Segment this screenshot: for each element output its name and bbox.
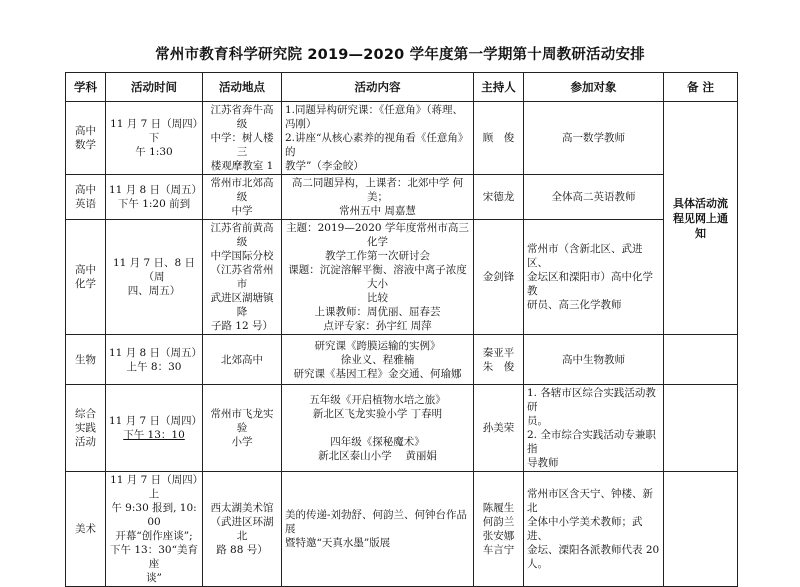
time-date: 11 月 7 日（周四） [109,415,203,427]
cell-line: 程见网上通 [673,211,728,225]
page-title: 常州市教育科学研究院 2019—2020 学年度第一学期第十周教研活动安排 [155,47,645,63]
cell-participants [524,220,664,335]
header-remarks: 备 注 [664,73,738,102]
table-row [66,472,738,587]
cell-line: 全体中小学美术教师；武进、 [527,516,643,542]
cell-content [282,472,474,587]
cell-line: 化学 [75,278,96,290]
cell-line: 宋德龙 [482,191,515,203]
cell-line: 车言宁 [482,544,515,556]
cell-place [203,102,282,175]
cell-subject [66,472,106,587]
cell-line: 下午 1:20 前到 [117,198,191,210]
cell-line: 江苏省前黄高级 [210,222,274,248]
cell-line: 楼观摩教室 1 [210,160,274,172]
cell-line: 孙美荣 [482,422,515,434]
cell-line: 11 月 7 日（周四）下 [110,118,198,144]
cell-line: 西太湖美术馆 [210,502,274,514]
cell-line: 常州市飞龙实验 [210,408,274,434]
cell-content [282,175,474,220]
cell-subject [66,220,106,335]
cell-remarks-empty [664,472,738,587]
cell-subject [66,102,106,175]
cell-line: 英语 [75,198,96,210]
cell-place [203,335,282,385]
cell-participants [524,385,664,472]
cell-line: 高中 [75,125,96,137]
cell-remarks-empty [664,385,738,472]
cell-line: 路 88 号） [216,544,268,556]
cell-line: 张安娜 [482,530,515,542]
cell-participants [524,472,664,587]
cell-line: 谈” [146,572,162,584]
cell-line: 生物 [75,353,96,366]
cell-subject [66,175,106,220]
cell-line: （江苏省常州市 [210,264,274,290]
cell-line: 研究课《跨膜运输的实例》 [314,339,441,352]
cell-place [203,385,282,472]
table-row [66,335,738,385]
cell-line: 顾 俊 [482,132,515,144]
schedule-table [65,72,738,587]
cell-line: 武进区湖塘镇降 [210,292,274,318]
header-participants: 参加对象 [524,73,664,102]
cell-content [282,385,474,472]
cell-time [106,102,203,175]
cell-line: 徐业义、程雅楠 [340,353,415,366]
cell-line: 研员、高三化学教师 [527,299,622,311]
cell-participants [524,175,664,220]
cell-time [106,335,203,385]
cell-line: 午 1:30 [135,146,173,158]
cell-line: 2. 全市综合实践活动专兼职指 [527,429,656,455]
time-hour: 下午 13：10 [123,429,185,441]
cell-line: 全体高二英语教师 [551,191,636,203]
cell-line: 上课教师：周优丽、屈春芸 [314,306,441,318]
cell-host [474,385,524,472]
cell-remarks-empty [664,335,738,385]
cell-line: 常州市（含新北区、武进区、 [527,243,643,269]
cell-line: 员。 [527,415,548,427]
cell-line: 江苏省奔牛高级 [210,104,274,130]
cell-line: 主题：2019—2020 学年度常州市高三化学 [286,222,469,248]
cell-time [106,175,203,220]
cell-line: 朱 俊 [482,360,515,373]
cell-line: 课题：沉淀溶解平衡、溶液中离子浓度大小 [288,264,467,290]
cell-line: 下午 13：30“美育座 [110,544,198,570]
header-host: 主持人 [474,73,524,102]
cell-line: 高一数学教师 [562,132,625,144]
cell-line: 常州市区含天宁、钟楼、新北 [527,488,653,514]
cell-line: 秦亚平 [482,346,515,359]
cell-line: 11 月 8 日（周五） [109,346,203,359]
cell-line: 新北区飞龙实验小学 丁春明 [312,408,443,420]
cell-line: 高中 [75,184,96,196]
cell-line: 常州市北郊高级 [210,177,274,203]
cell-line: 美术 [75,523,96,535]
cell-line: 子路 12 号） [210,320,274,332]
header-content: 活动内容 [282,73,474,102]
cell-line: 2.讲座“从核心素养的视角看《任意角》的 [285,132,469,158]
cell-host [474,102,524,175]
cell-line: 实践 [75,422,96,434]
cell-place [203,175,282,220]
cell-host [474,472,524,587]
cell-line: 陈履生 [482,502,515,514]
cell-line: 11 月 7 日（周四）上 [110,474,198,500]
cell-place [203,472,282,587]
cell-line: 高中 [75,264,96,276]
cell-time [106,472,203,587]
cell-host [474,220,524,335]
cell-content [282,102,474,175]
cell-line: 点评专家：孙宇红 周萍 [323,320,432,332]
cell-time [106,385,203,472]
cell-line: 何韵兰 [482,516,515,528]
cell-line: 1. 各辖市区综合实践活动教研 [527,387,656,413]
cell-line: 午 9:30 报到, 10:00 [111,502,197,528]
cell-line: 常州五中 周嘉慧 [339,205,416,217]
cell-line: 五年级《开启植物水培之旅》 [309,394,446,406]
cell-line: 教学”（李金皎） [285,160,364,172]
header-row [66,73,738,102]
cell-participants [524,102,664,175]
cell-line: 北郊高中 [221,353,263,366]
cell-line: 中学国际分校 [210,250,274,262]
cell-subject [66,335,106,385]
header-place: 活动地点 [203,73,282,102]
cell-content [282,220,474,335]
cell-line: 金坛、溧阳各派教师代表 20 [527,544,660,556]
cell-line: 人。 [527,558,548,570]
cell-line: 导教师 [527,457,559,469]
header-time: 活动时间 [106,73,203,102]
cell-line: 中学：树人楼三 [210,132,274,158]
cell-line: 四、周五） [127,285,181,297]
header-subject: 学科 [66,73,106,102]
table-row [66,385,738,472]
cell-participants [524,335,664,385]
cell-remarks [664,102,738,335]
cell-line: 小学 [231,436,253,448]
cell-line: 11 月 7 日、8 日（周 [112,257,196,283]
cell-host [474,335,524,385]
cell-line [285,421,470,435]
cell-line: 高中生物教师 [562,353,625,366]
cell-place [203,220,282,335]
cell-line: 美的传递-刘勃舒、何韵兰、何钟台作品展 [285,509,468,535]
cell-line: （武进区环湖北 [210,516,274,542]
cell-line: 比较 [367,292,388,304]
cell-line: 金坛区和溧阳市）高中化学教 [527,271,653,297]
table-row [66,175,738,220]
cell-subject [66,385,106,472]
cell-line: 高二同题异构，上课者：北郊中学 何美； [291,177,464,203]
cell-host [474,175,524,220]
table-row [66,102,738,175]
cell-line: 暨特邀“天真水墨”版展 [285,537,391,549]
table-row [66,220,738,335]
cell-line: 开幕“创作座谈”; [115,530,193,542]
cell-line: 11 月 8 日（周五） [109,184,203,196]
cell-line: 教学工作第一次研讨会 [325,250,430,262]
cell-line: 1.同题异构研究课：《任意角》（蒋理、冯刚） [285,104,464,130]
cell-line: 活动 [75,436,96,448]
cell-time [106,220,203,335]
cell-line: 上午 8：30 [126,360,182,373]
cell-content [282,335,474,385]
cell-line: 综合 [75,408,96,420]
cell-line: 金剑锋 [482,271,515,283]
cell-line: 新北区泰山小学 黄丽娟 [318,450,437,462]
cell-line: 四年级《探秘魔术》 [330,436,425,448]
cell-line: 中学 [231,205,253,217]
cell-line: 数学 [75,139,96,151]
cell-line: 研究课《基因工程》金交通、何瑜娜 [293,367,462,380]
cell-line: 具体活动流 [673,196,728,210]
cell-line: 知 [695,226,706,240]
